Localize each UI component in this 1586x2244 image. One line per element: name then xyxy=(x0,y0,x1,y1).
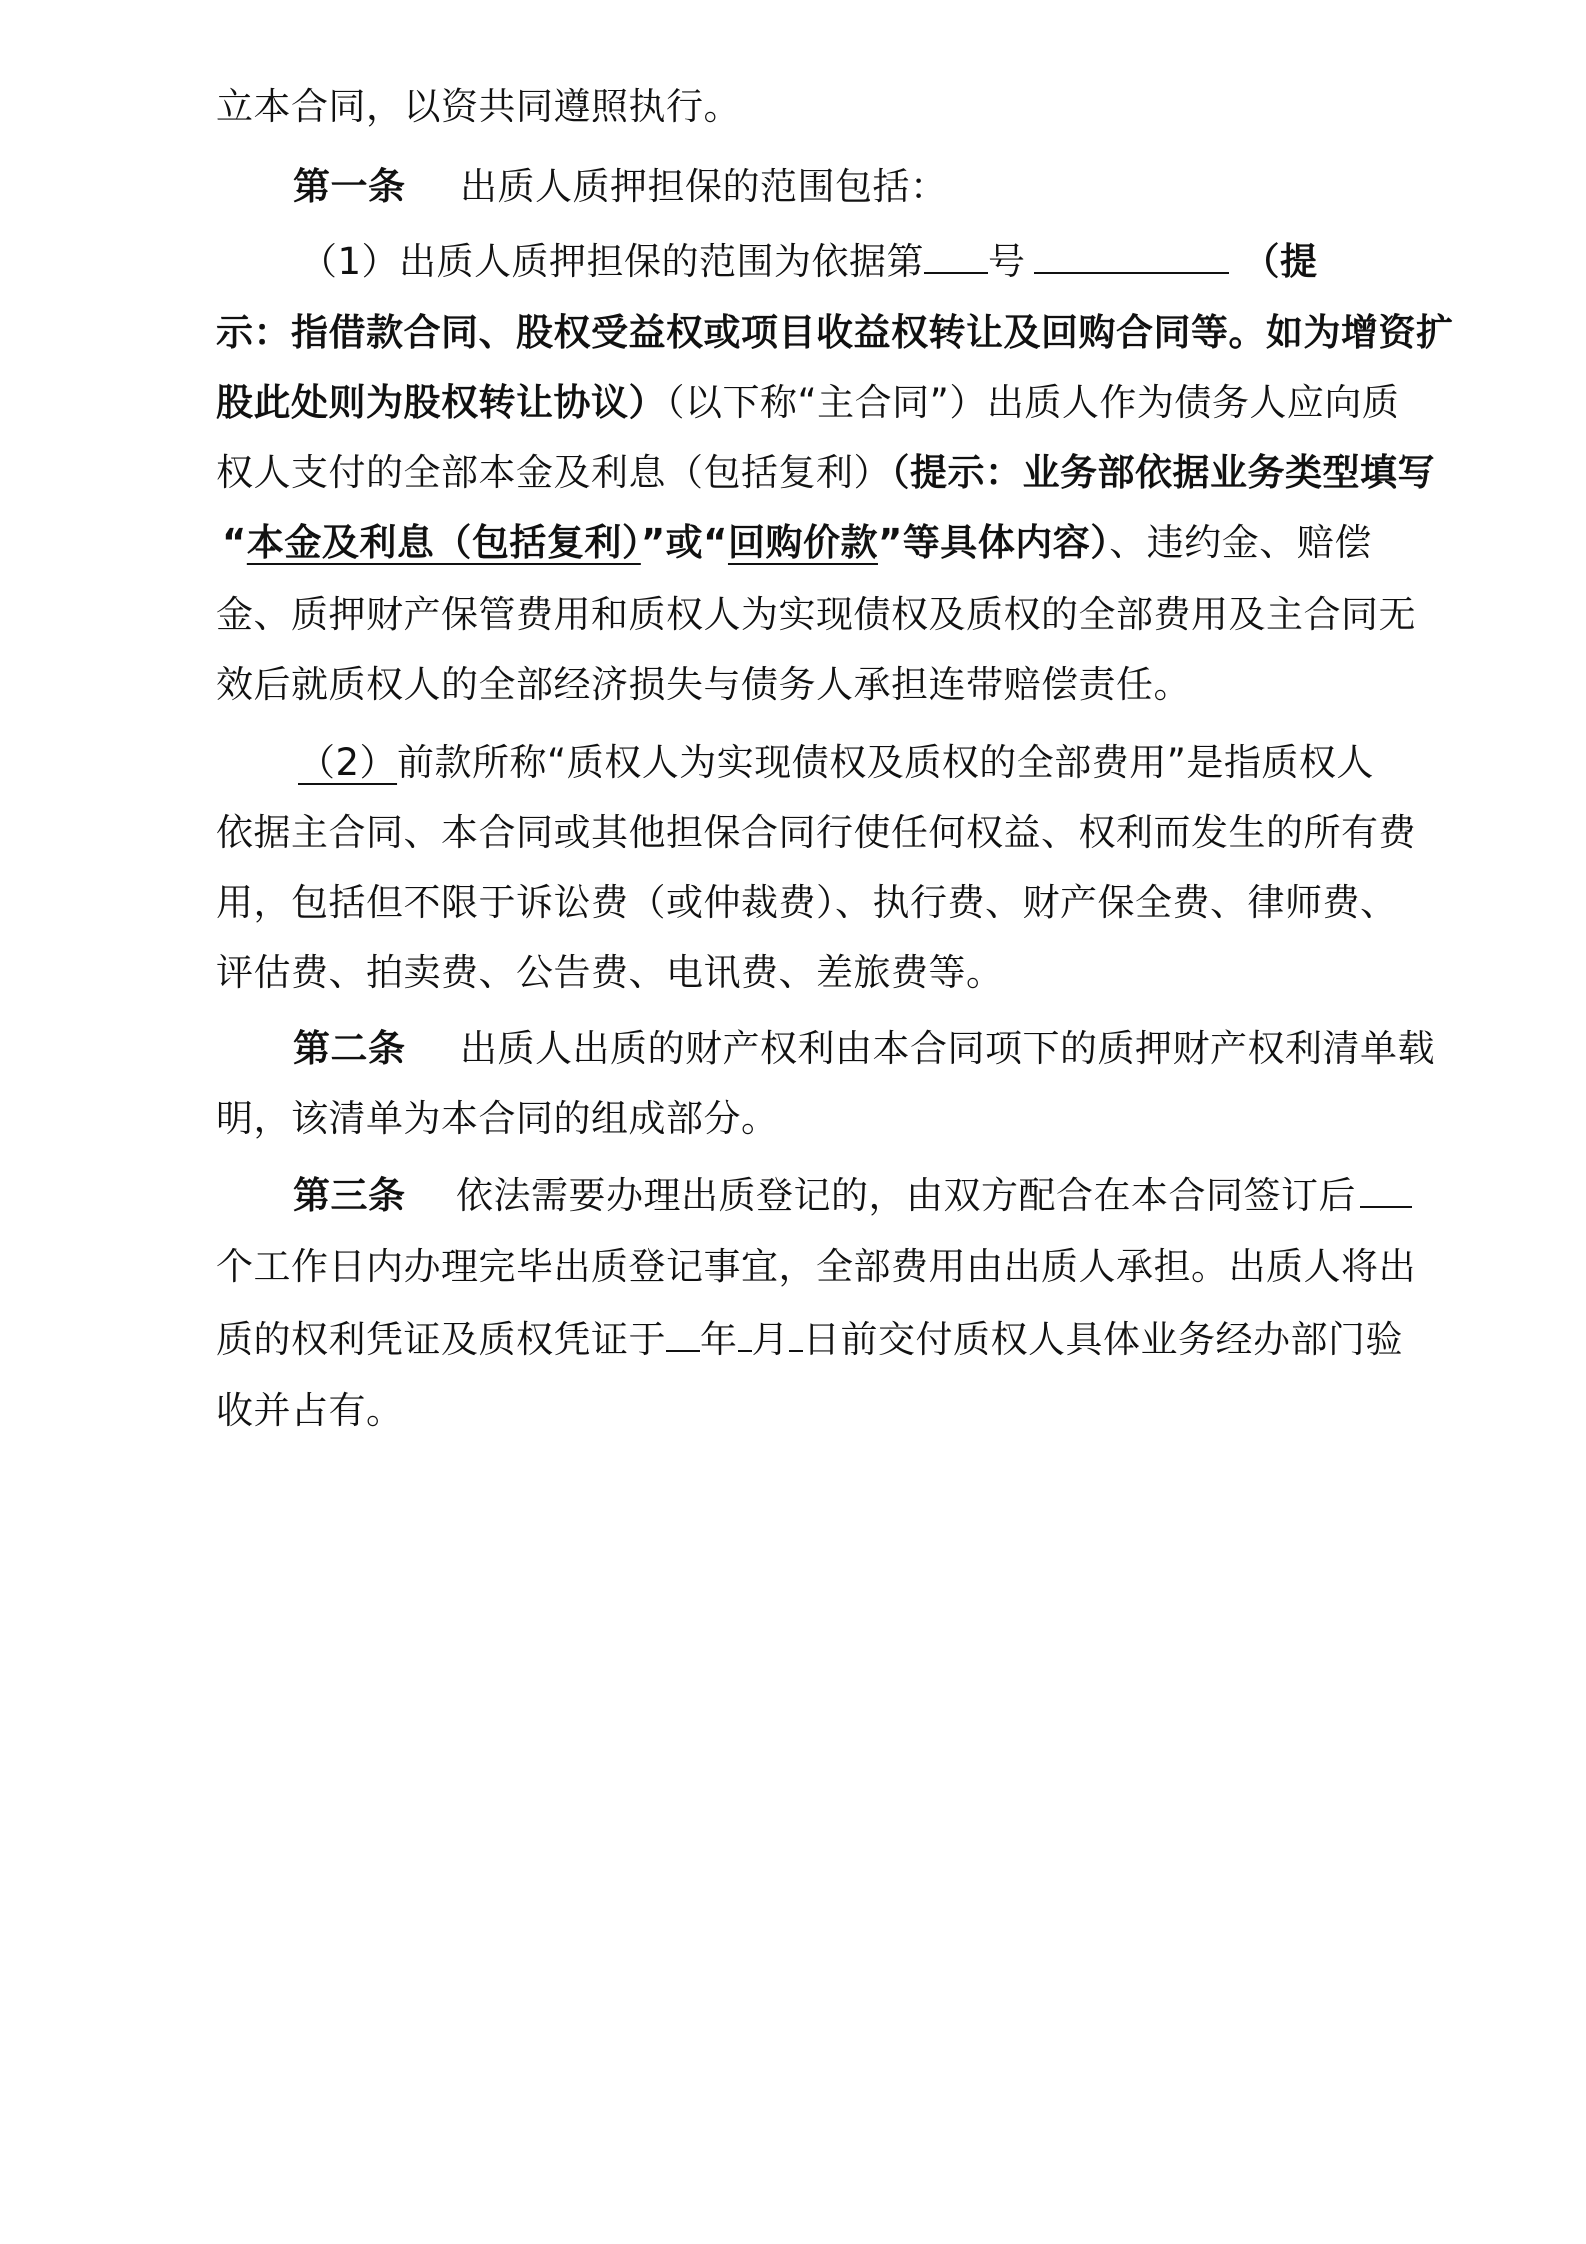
text: 前款所称“质权人为实现债权及质权的全部费用”是指质权人 xyxy=(397,741,1374,784)
clause-1-line xyxy=(300,236,1318,287)
article-label: 第三条 xyxy=(293,1174,406,1217)
text: 、违约金、赔偿 xyxy=(1109,521,1372,564)
paragraph-line xyxy=(216,448,1435,498)
article-label: 第一条 xyxy=(293,165,406,208)
article-label: 第二条 xyxy=(293,1027,406,1070)
text: 质的权利凭证及质权凭证于 xyxy=(216,1318,666,1361)
text: 示：指借款合同、股权受益权或项目收益权转让及回购合同等。如为增资扩 xyxy=(216,311,1454,354)
paragraph-line xyxy=(216,878,1398,928)
text: 日前交付质权人具体业务经办部门验 xyxy=(803,1318,1403,1361)
article-text: 依法需要办理出质登记的，由双方配合在本合同签订后 xyxy=(456,1174,1357,1217)
text: ”等具体内容） xyxy=(877,521,1110,564)
paragraph-line xyxy=(216,590,1416,640)
article-text: 出质人出质的财产权利由本合同项下的质押财产权利清单载 xyxy=(460,1027,1436,1070)
article-3-heading xyxy=(293,1170,1412,1221)
blank-field xyxy=(789,1314,803,1352)
paragraph-line xyxy=(216,1314,1403,1365)
article-2-heading xyxy=(293,1024,1435,1074)
article-text: 出质人质押担保的范围包括： xyxy=(460,165,948,208)
paragraph-line xyxy=(222,518,1372,568)
blank-field xyxy=(1360,1170,1412,1208)
text: 个工作日内办理完毕出质登记事宜，全部费用由出质人承担。出质人将出 xyxy=(216,1245,1416,1288)
text: （1）出质人质押担保的范围为依据第 xyxy=(300,240,925,283)
text: 评估费、拍卖费、公告费、电讯费、差旅费等。 xyxy=(216,951,1004,994)
text: 股此处则为股权转让协议） xyxy=(216,381,666,424)
text: 金、质押财产保管费用和质权人为实现债权及质权的全部费用及主合同无 xyxy=(216,593,1416,636)
paragraph-line xyxy=(216,308,1454,358)
text: 明，该清单为本合同的组成部分。 xyxy=(216,1097,779,1140)
paragraph-line xyxy=(216,82,741,132)
paragraph-line xyxy=(216,948,1004,998)
text: 效后就质权人的全部经济损失与债务人承担连带赔偿责任。 xyxy=(216,663,1191,706)
paragraph-line xyxy=(216,1242,1416,1292)
text: 年 xyxy=(700,1318,738,1361)
paragraph-line xyxy=(216,808,1416,858)
underlined-term: 本金及利息（包括复利） xyxy=(246,521,641,564)
text: （以下称“主合同”）出质人作为债务人应向质 xyxy=(666,381,1400,424)
text: 依据主合同、本合同或其他担保合同行使任何权益、权利而发生的所有费 xyxy=(216,811,1416,854)
paragraph-line xyxy=(216,1386,404,1436)
text: “ xyxy=(222,521,247,564)
underlined-term: 回购价款 xyxy=(727,521,878,564)
blank-field xyxy=(924,236,988,274)
text: 权人支付的全部本金及利息（包括复利） xyxy=(216,451,891,494)
text: 号 xyxy=(988,240,1026,283)
article-1-heading xyxy=(293,162,948,212)
paragraph-line xyxy=(216,378,1399,428)
text: 用，包括但不限于诉讼费（或仲裁费）、执行费、财产保全费、律师费、 xyxy=(216,881,1398,924)
clause-number: （2） xyxy=(298,741,398,784)
blank-field xyxy=(738,1314,752,1352)
paragraph-line xyxy=(216,660,1191,710)
text: 收并占有。 xyxy=(216,1389,404,1432)
blank-field xyxy=(1034,236,1229,274)
blank-field xyxy=(666,1314,700,1352)
text: 立本合同，以资共同遵照执行。 xyxy=(216,85,741,128)
text: （提 xyxy=(1242,240,1318,283)
text: （提示：业务部依据业务类型填写 xyxy=(891,451,1435,494)
text: 月 xyxy=(751,1318,789,1361)
paragraph-line xyxy=(216,1094,779,1144)
clause-2-line xyxy=(298,738,1374,788)
text: ”或“ xyxy=(640,521,728,564)
